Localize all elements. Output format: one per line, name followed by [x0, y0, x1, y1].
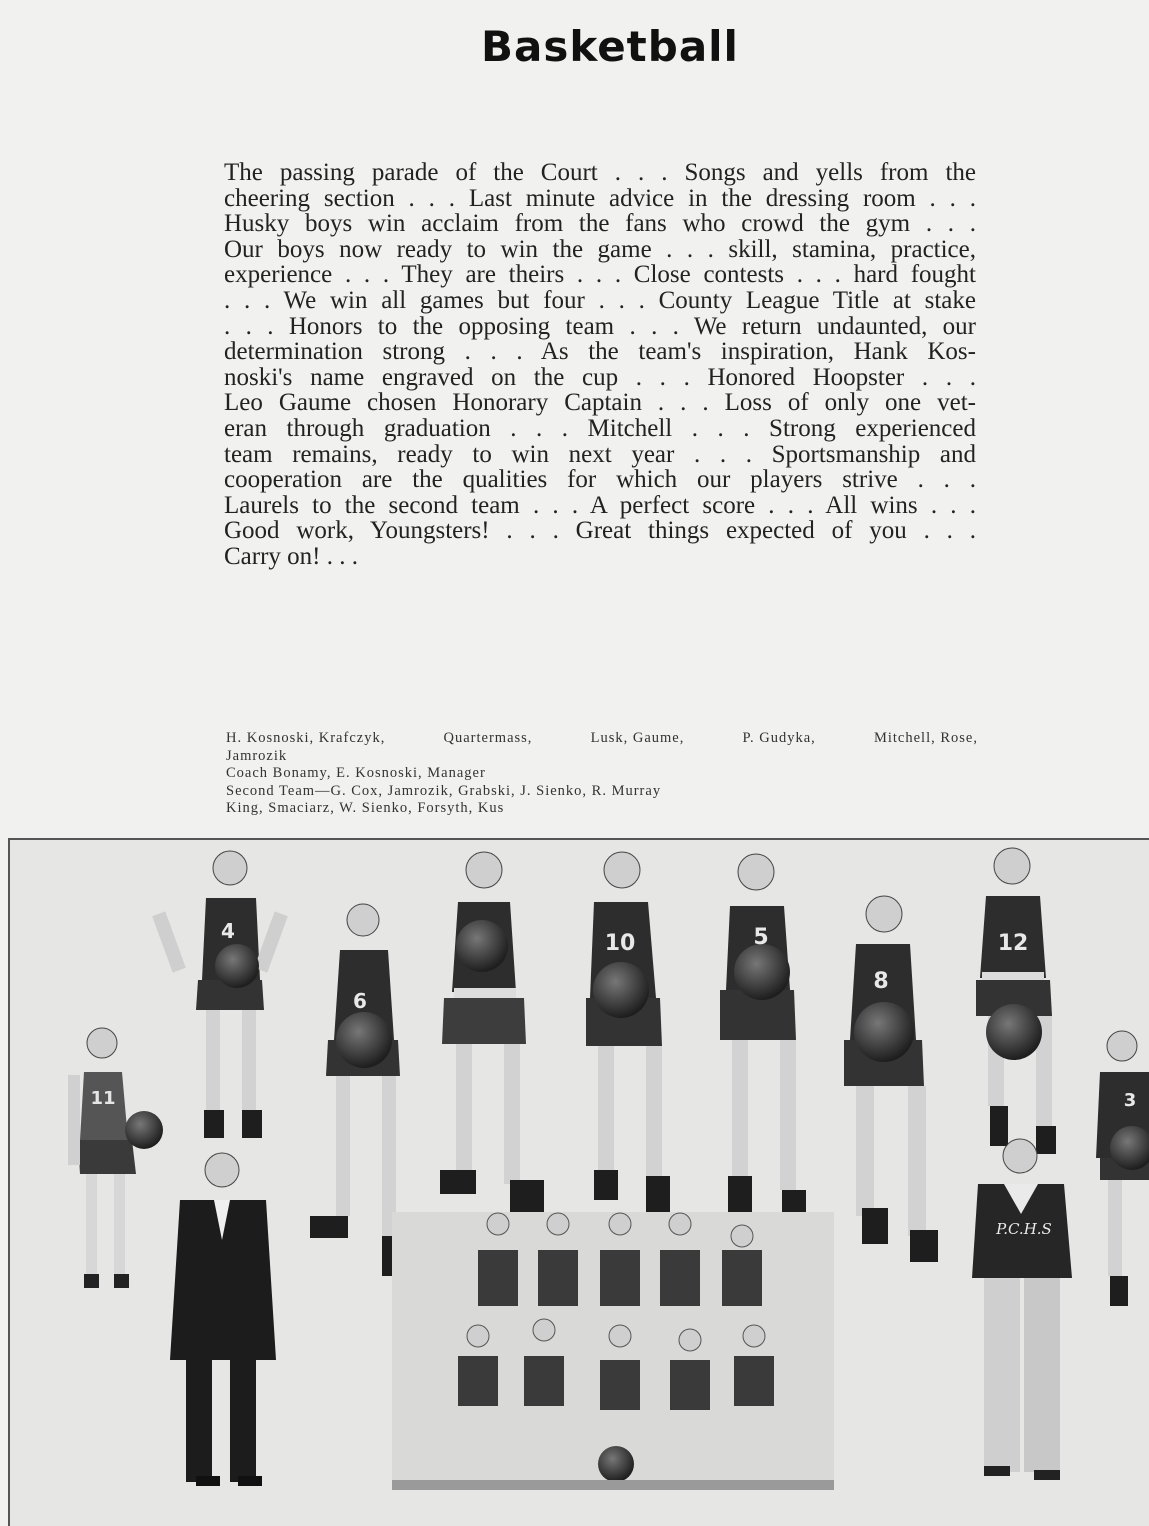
intro-line: cooperation are the qualities for which our players strive . . . — [224, 466, 976, 494]
caption-line: Jamrozik — [226, 747, 288, 764]
jersey-number: 8 — [873, 969, 889, 994]
jersey-number: 4 — [221, 919, 235, 943]
second-team-inset — [392, 1212, 834, 1490]
player-figure — [310, 904, 404, 1276]
player-figure — [1096, 1031, 1149, 1306]
jersey-number: 12 — [997, 931, 1029, 956]
player-figure — [152, 851, 288, 1138]
caption-name: Lusk, Gaume, — [590, 730, 685, 746]
jersey-number: 3 — [1123, 1090, 1137, 1111]
intro-line: cheering section . . . Last minute advice in the dressing room . . . — [224, 184, 976, 212]
intro-line: Husky boys win acclaim from the fans who crowd the gym . . . — [224, 210, 976, 238]
intro-paragraph — [224, 160, 976, 570]
coach-figure — [170, 1153, 276, 1486]
caption-name: P. Gudyka, — [742, 730, 816, 746]
intro-line: determination strong . . . As the team's inspiration, Hank Kos- — [224, 338, 976, 366]
player-figure — [844, 896, 938, 1262]
intro-line: Laurels to the second team . . . A perfect score . . . All wins . . . — [224, 491, 976, 519]
player-figure — [440, 852, 544, 1216]
intro-line: experience . . . They are theirs . . . Close contests . . . hard fought — [224, 261, 976, 289]
intro-line: Our boys now ready to win the game . . . skill, stamina, practice, — [224, 235, 976, 263]
caption-line: Coach Bonamy, E. Kosnoski, Manager — [226, 765, 486, 782]
page-title: Basketball — [481, 22, 739, 71]
intro-line: Carry on! . . . — [224, 542, 358, 570]
intro-line: . . . Honors to the opposing team . . . We return undaunted, our — [224, 312, 976, 340]
caption-name: H. Kosnoski, Krafczyk, — [226, 730, 386, 746]
jersey-number: 11 — [90, 1088, 116, 1109]
intro-line: team remains, ready to win next year . . . Sportsmanship and — [224, 440, 976, 468]
player-figure — [586, 852, 670, 1212]
jersey-number: 5 — [753, 925, 769, 950]
caption-line: Second Team—G. Cox, Jamrozik, Grabski, J. Sienko, R. Murray — [226, 782, 662, 799]
team-photo — [8, 838, 1149, 1526]
caption-line: King, Smaciarz, W. Sienko, Forsyth, Kus — [226, 800, 505, 817]
intro-line: eran through graduation . . . Mitchell . . . Strong experienced — [224, 414, 976, 442]
jersey-number: 6 — [353, 989, 367, 1013]
photo-caption — [226, 730, 978, 818]
caption-name: Quartermass, — [443, 730, 533, 746]
intro-line: . . . We win all games but four . . . County League Title at stake — [224, 286, 976, 314]
caption-first-team-row — [226, 730, 978, 748]
caption-name: Mitchell, Rose, — [873, 730, 978, 746]
player-figure — [976, 848, 1056, 1154]
intro-line: Leo Gaume chosen Honorary Captain . . . Loss of only one vet- — [224, 389, 976, 417]
team-photo-illustration — [10, 840, 1149, 1526]
intro-line: Good work, Youngsters! . . . Great things expected of you . . . — [224, 517, 976, 545]
player-figure — [68, 1028, 163, 1288]
manager-figure — [972, 1139, 1072, 1480]
intro-line: The passing parade of the Court . . . Songs and yells from the — [224, 159, 976, 186]
player-figure — [720, 854, 806, 1218]
sweater-letters: P.C.H.S — [996, 1220, 1052, 1238]
jersey-number: 10 — [604, 931, 636, 956]
intro-line: noski's name engraved on the cup . . . Honored Hoopster . . . — [224, 363, 976, 391]
